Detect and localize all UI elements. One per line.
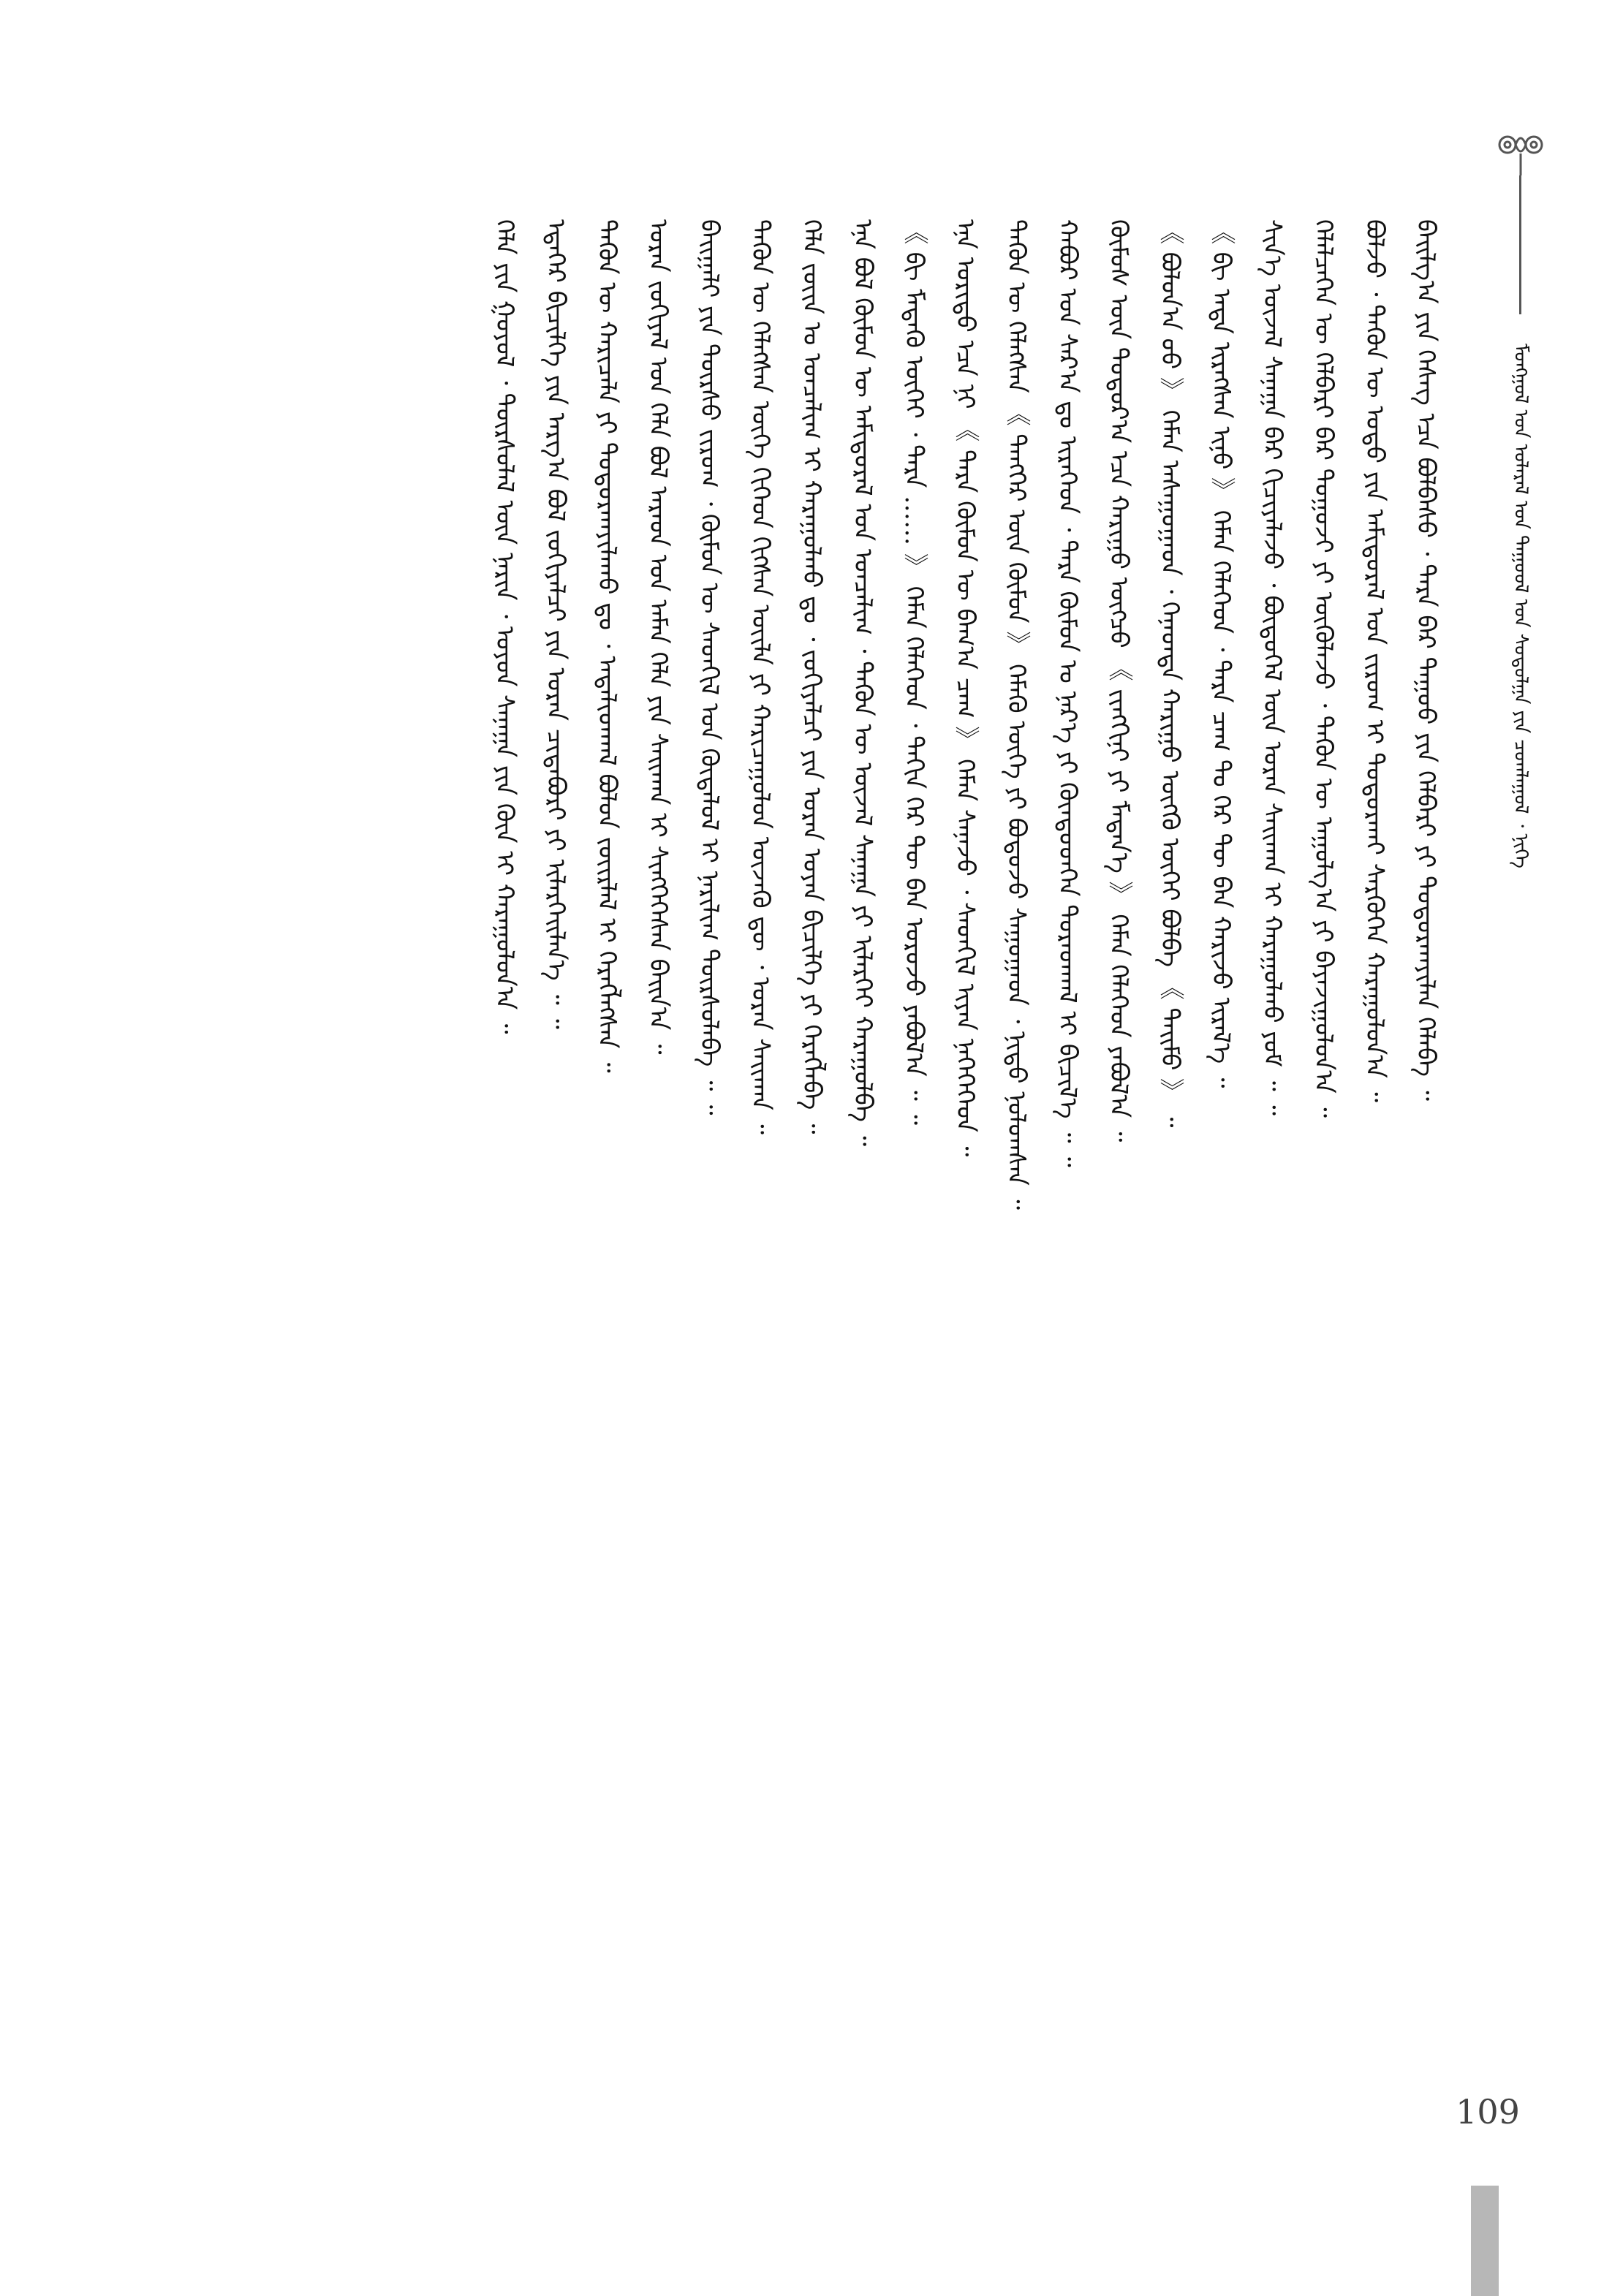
text-line: ᠬᠡᠯᠡ ᠶᠢᠨ ᠭᠣᠶᠣᠯ ᠂ ᠳᠦᠷᠰᠦᠯᠡᠯ ᠦᠨ ᠨᠠᠷᠢᠨ ᠂ ᠣᠶᠤᠨ ᠰᠠᠨᠠᠭᠠ ᠶᠢᠨ ᠭᠦᠨ ᠢ ᠬᠠᠷᠠᠭᠤᠯᠤᠨ᠎ᠠ ᠃ — [490, 219, 519, 1034]
running-title: ᠮᠣᠩᠭᠣᠯ ᠤᠨ ᠤᠯᠠᠷᠠᠯ ᠤᠨ ᠳᠠᠭᠤᠤᠯ ᠤᠨ ᠰᠤᠳᠤᠯᠭᠠ ᠶᠢᠨ ᠴᠤᠭᠯᠠᠭᠤᠯ ᠂ ᠨᠢᠭᠡ — [1510, 344, 1532, 868]
body-text — [175, 219, 1448, 2193]
running-header — [1491, 124, 1550, 1879]
page-number: 109 — [1456, 2092, 1520, 2132]
text-line: ᠪᠠᠢᠭᠠᠯᠢ ᠶᠢᠨ ᠳᠦᠷᠰᠦ ᠵᠢᠷᠤᠭ ᠂ ᠬᠦᠮᠦᠨ ᠦ ᠰᠡᠳᠬᠢᠯ ᠤᠨ ᠬᠥᠳᠡᠯᠦᠯ ᠢ ᠨᠠᠷᠢᠯᠢᠭ ᠳᠦᠷᠰᠦᠯᠡᠪᠡ ᠃ ᠃ — [695, 219, 724, 1115]
text-line: ᠬᠡᠯᠡᠯᠴᠡᠭᠡᠨ ᠦ ᠬᠡᠯᠪᠡᠷᠢ ᠪᠠᠷ ᠲᠤᠭᠤᠵᠢ ᠶᠢ ᠥᠭᠦᠯᠡᠵᠦ ᠂ ᠲᠡᠭᠦᠨ ᠦ ᠠᠭᠤᠯᠭ᠎ᠠ ᠶᠢ ᠪᠠᠶᠠᠵᠢᠭᠤᠯᠤᠨ᠎ᠠ ᠃ — [1309, 219, 1338, 1118]
scroll-ornament-icon — [1491, 124, 1550, 175]
text-line: 《 ᠪᠢ ᠮᠡᠳᠡᠬᠦ ᠦᠭᠡᠢ ᠂ ᠲᠡᠷᠡ …… 》 ᠬᠡᠮᠡᠨ ᠬᠡᠯᠡᠭᠡᠳ ᠂ ᠳᠠᠬᠢᠨ ᠭᠡᠷ ᠲᠦ ᠪᠠᠨ ᠣᠷᠣᠵᠤ ᠶᠠᠪᠤᠯ᠎ᠠ ᠃ ᠃ — [899, 219, 928, 1126]
text-line: ᠤᠷᠠᠨ ᠵᠣᠬᠢᠶᠠᠯ ᠤᠨ ᠬᠡᠯᠡ ᠪᠣᠯ ᠠᠷᠠᠳ ᠤᠨ ᠠᠮᠠᠨ ᠬᠡᠯᠡ ᠶᠢᠨ ᠰᠠᠢᠬᠠᠨ ᠢ ᠰᠢᠩᠭᠡᠭᠡᠰᠡᠨ ᠪᠠᠢᠨ᠎ᠠ ᠃ — [643, 219, 673, 1055]
header-rule — [1519, 175, 1521, 314]
text-line: ᠲᠡᠭᠦᠨ ᠦ ᠬᠡᠯᠡᠭᠰᠡᠨ 《 ᠲᠡᠨᠭᠭᠡᠷ ᠦᠨ ᠬᠦᠮᠦᠨ 》 ᠬᠡᠮᠡᠬᠦ ᠦᠭᠡ ᠶᠢ ᠪᠣᠳᠣᠵᠤ ᠰᠠᠭᠤᠭᠠᠳ ᠂ ᠨᠢᠳᠦ ᠨᠣᠯᠣᠭᠰᠠᠨ ᠃ — [1002, 219, 1031, 1210]
text-line: ᠪᠣᠯᠵᠤ ᠂ ᠲᠡᠭᠦᠨ ᠦ ᠣᠳᠣ ᠶᠢᠨ ᠠᠮᠢᠳᠤᠷᠠᠯ ᠤᠨ ᠵᠢᠷᠤᠭ ᠢ ᠲᠣᠳᠤᠷᠬᠠᠢ ᠰᠡᠷᠭᠦᠭᠡᠨ ᠬᠠᠷᠠᠭᠤᠯᠤᠨ᠎ᠠ ᠃ — [1360, 219, 1389, 1103]
text-line: ᠬᠠᠪᠤᠷ ᠤᠨ ᠰᠠᠷ᠎ᠠ ᠳᠤ ᠢᠷᠡᠭᠡᠳ ᠂ ᠲᠡᠷᠡ ᠬᠦᠮᠦᠨ ᠤ ᠨᠡᠷ᠎ᠡ ᠶᠢ ᠬᠦᠨᠳᠦᠳᠭᠡᠨ ᠳᠤᠷᠠᠳᠬᠠᠯ ᠢ ᠪᠢᠴᠢᠯ᠎ᠡ ᠃ ᠃ — [1053, 219, 1082, 1167]
text-line: ᠲᠡᠭᠦᠨ ᠦ ᠬᠠᠷᠢᠴᠠᠯᠠ ᠶᠢ ᠲᠣᠳᠤᠷᠬᠠᠶᠢᠯᠠᠬᠤ ᠳᠤ ᠂ ᠠᠳᠠᠯᠢᠳᠬᠠᠯ ᠪᠣᠯᠤᠨ ᠵᠦᠢᠷᠯᠡᠯ ᠢ ᠬᠡᠷᠡᠭᠯᠡᠭᠰᠡᠨ ᠃ — [592, 219, 621, 1073]
text-line: ᠡᠳᠡᠭᠡᠷ ᠪᠢᠴᠢᠯᠭᠡ ᠶᠢᠨ ᠠᠷᠭ᠎ᠠ ᠪᠣᠯ ᠵᠣᠬᠢᠶᠠᠯᠴᠢ ᠶᠢᠨ ᠤᠷᠠᠨ ᠴᠢᠳᠠᠪᠤᠷᠢ ᠶᠢ ᠢᠯᠡᠷᠬᠡᠢᠯᠡᠨ᠎ᠡ ᠃ ᠃ — [541, 219, 570, 1029]
text-line: ᠪᠠᠢᠯᠭ᠎ᠠ ᠶᠢᠨ ᠬᠡᠰᠡᠭ ᠡᠴᠡ ᠪᠣᠯᠪᠠᠰᠤ ᠂ ᠲᠡᠷᠡ ᠪᠡᠷ ᠳᠠᠭᠤᠤ ᠶᠢᠨ ᠬᠡᠯᠪᠡᠷᠢ ᠶᠢ ᠲᠣᠳᠤᠷᠬᠠᠶᠢᠯᠠᠨ ᠬᠡᠯᠡᠪᠡ ᠃ — [1411, 219, 1440, 1102]
text-line: ᠰᠢᠨ᠎ᠡ ᠦᠵᠡᠯ ᠰᠠᠨᠠᠭᠠ ᠪᠠᠷ ᠬᠢᠴᠢᠶᠡᠯᠡᠵᠦ ᠂ ᠪᠦᠲᠦᠭᠡᠯ ᠦᠨ ᠤᠷᠠᠨ ᠰᠠᠢᠬᠠᠨ ᠢ ᠬᠠᠷᠠᠭᠤᠯᠬᠤ ᠶᠤᠮ ᠃ ᠃ — [1257, 219, 1287, 1115]
text-line: ᠬᠦᠮᠦᠰ ᠦᠨ ᠳᠣᠲᠣᠷ᠎ᠠ ᠡᠴᠡ ᠬᠠᠷᠢᠭᠤ ᠥᠭᠴᠦ 《 ᠵᠢᠨᠭᠬᠢᠨᠢ ᠶᠢ ᠮᠡᠳᠡᠨ᠎ᠡ 》 ᠬᠡᠮᠡᠨ ᠬᠡᠯᠡᠭᠡᠳ ᠶᠠᠪᠤᠯ᠎ᠠ ᠃ — [1104, 219, 1133, 1143]
text-line: ᠡᠨᠡ ᠪᠣᠯ ᠬᠦᠮᠦᠨ ᠦ ᠠᠮᠢᠳᠤᠷᠠᠯ ᠤᠨ ᠣᠨᠴᠠᠯᠢᠭ ᠂ ᠲᠡᠭᠦᠨ ᠦ ᠦᠵᠡᠯ ᠰᠠᠨᠠᠭᠠ ᠶᠢ ᠢᠯᠡᠷᠬᠡᠢ ᠬᠠᠷᠠᠭᠤᠯᠪᠠ ᠃ — [848, 219, 877, 1146]
text-line: 《 ᠪᠢ ᠡᠨᠳᠡ ᠢᠷᠡᠭᠰᠡᠨ ᠢᠨᠦ 》 ᠬᠡᠮᠡᠨ ᠬᠡᠯᠡᠭᠡᠳ ᠂ ᠲᠡᠷᠡ ᠴᠠᠭ ᠲᠤ ᠭᠡᠷ ᠲᠦ ᠪᠠᠨ ᠬᠠᠷᠢᠵᠤ ᠢᠷᠡᠯ᠎ᠡ ᠃ — [1206, 219, 1236, 1088]
page-edge-tab — [1471, 2186, 1499, 2296]
text-line: ᠡᠨᠡ ᠤᠷᠢᠳᠤ ᠡᠴᠡ ᠨᠢ 《 ᠲᠡᠷᠡ ᠬᠦᠮᠦᠨ ᠦ ᠪᠠᠭ᠎ᠠ ᠴᠠᠭ 》 ᠬᠡᠮᠡᠨ ᠰᠠᠨᠠᠵᠤ ᠂ ᠰᠡᠳᠬᠢᠯ ᠢᠶᠡᠨ ᠨᠡᠭᠡᠭᠡᠭᠡᠳ ᠃ — [950, 219, 980, 1157]
text-line: 《 ᠪᠣᠯᠤᠨ᠎ᠠ ᠤᠤ 》 ᠬᠡᠮᠡᠨ ᠠᠰᠠᠭᠤᠭᠠᠳ ᠂ ᠭᠡᠨᠡᠳᠲᠡ ᠬᠠᠷᠢᠭᠤ ᠥᠭᠬᠦ ᠦᠭᠡᠢ ᠪᠣᠯᠪᠠ 《 ᠲᠡᠢᠮᠦ 》 ᠃ — [1155, 219, 1184, 1128]
text-line: ᠬᠡᠯᠡ ᠵᠦᠢᠨ ᠤ ᠣᠨᠴᠠᠯᠢᠭ ᠢ ᠬᠠᠷᠠᠭᠤᠯᠬᠤ ᠳᠤ ᠂ ᠵᠣᠬᠢᠶᠠᠯᠴᠢ ᠶᠢᠨ ᠤᠷᠠᠨ ᠤᠶᠠᠨ ᠪᠢᠴᠢᠯᠭᠡ ᠶᠢ ᠬᠡᠷᠡᠭᠯᠡᠪᠡ ᠃ — [797, 219, 826, 1134]
text-line: ᠲᠡᠭᠦᠨ ᠦ ᠬᠡᠯᠡᠭᠰᠡᠨ ᠦᠭᠡ ᠬᠢᠭᠡᠳ ᠬᠢᠭᠰᠡᠨ ᠦᠢᠯᠡ ᠶᠢ ᠬᠠᠷᠢᠴᠠᠭᠤᠯᠤᠨ ᠦᠵᠡᠬᠦ ᠳᠦ ᠂ ᠤᠷᠠᠨ ᠰᠠᠢᠬᠠᠨ ᠃ — [746, 219, 775, 1135]
